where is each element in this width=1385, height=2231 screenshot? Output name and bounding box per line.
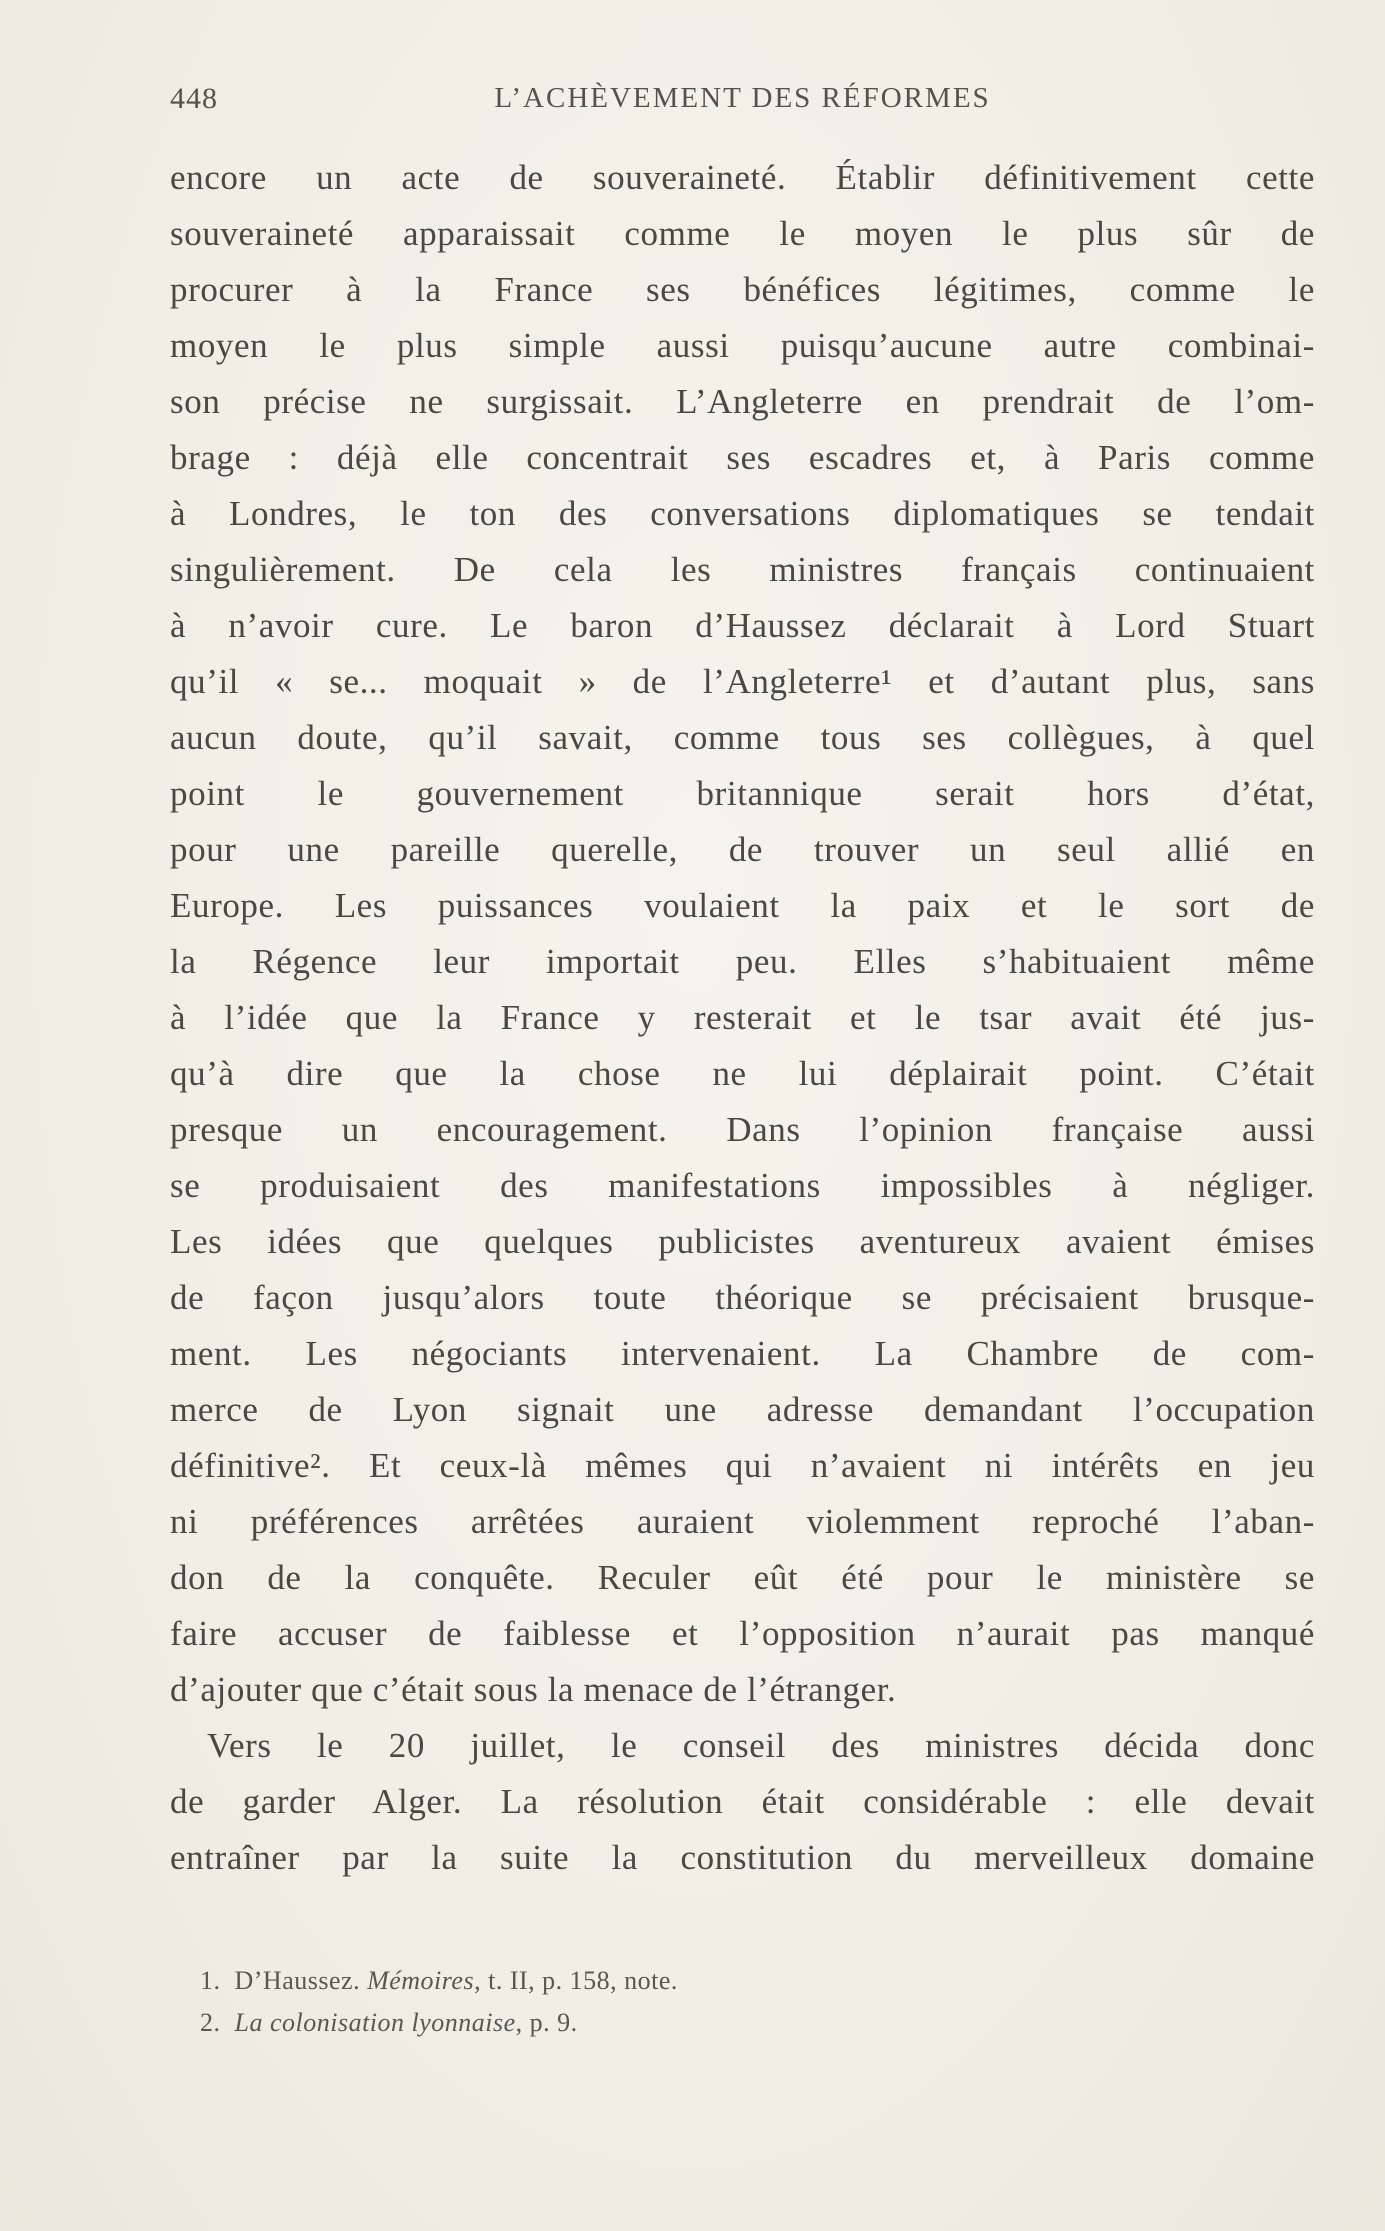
text-line: don de la conquête. Reculer eût été pour le ministère se [170, 1558, 1315, 1597]
text-line: qu’il « se... moquait » de l’Angleterre¹ et d’autant plus, sans [170, 662, 1315, 701]
text-line: se produisaient des manifestations impossibles à négliger. [170, 1166, 1315, 1205]
running-title: L’ACHÈVEMENT DES RÉFORMES [494, 82, 991, 114]
footnote-reference: , p. 9. [515, 2008, 578, 2037]
text-line: brage : déjà elle concentrait ses escadres et, à Paris comme [170, 438, 1315, 477]
text-line: Les idées que quelques publicistes aventureux avaient émises [170, 1222, 1315, 1261]
text-line: qu’à dire que la chose ne lui déplairait point. C’était [170, 1054, 1315, 1093]
text-line: souveraineté apparaissait comme le moyen le plus sûr de [170, 214, 1315, 253]
text-line: de façon jusqu’alors toute théorique se précisaient brusque- [170, 1278, 1315, 1317]
footnote-title: La colonisation lyonnaise [234, 2008, 516, 2037]
footnote-2 [200, 2002, 1300, 2044]
page-header [170, 82, 1315, 122]
text-line: à n’avoir cure. Le baron d’Haussez déclarait à Lord Stuart [170, 606, 1315, 645]
text-line: faire accuser de faiblesse et l’opposition n’aurait pas manqué [170, 1614, 1315, 1653]
text-line: presque un encouragement. Dans l’opinion française aussi [170, 1110, 1315, 1149]
text-line: entraîner par la suite la constitution du merveilleux domaine [170, 1838, 1315, 1877]
text-line: ni préférences arrêtées auraient violemment reproché l’aban- [170, 1502, 1315, 1541]
text-line: procurer à la France ses bénéfices légitimes, comme le [170, 270, 1315, 309]
text-line: aucun doute, qu’il savait, comme tous ses collègues, à quel [170, 718, 1315, 757]
text-line: encore un acte de souveraineté. Établir définitivement cette [170, 158, 1315, 197]
body-text [170, 150, 1315, 1886]
footnote-1 [200, 1960, 1300, 2002]
text-line: à Londres, le ton des conversations diplomatiques se tendait [170, 494, 1315, 533]
footnote-number: 1. [200, 1966, 221, 1995]
text-line: Vers le 20 juillet, le conseil des ministres décida donc [207, 1726, 1315, 1765]
footnote-author: D’Haussez. [234, 1966, 361, 1995]
text-line: pour une pareille querelle, de trouver un seul allié en [170, 830, 1315, 869]
text-line: d’ajouter que c’était sous la menace de l’étranger. [170, 1670, 897, 1709]
text-line: ment. Les négociants intervenaient. La Chambre de com- [170, 1334, 1315, 1373]
text-line: à l’idée que la France y resterait et le tsar avait été jus- [170, 998, 1315, 1037]
text-line: Europe. Les puissances voulaient la paix et le sort de [170, 886, 1315, 925]
text-line: son précise ne surgissait. L’Angleterre en prendrait de l’om- [170, 382, 1315, 421]
text-line: la Régence leur importait peu. Elles s’habituaient même [170, 942, 1315, 981]
footnote-reference: , t. II, p. 158, note. [474, 1966, 678, 1995]
text-line: de garder Alger. La résolution était considérable : elle devait [170, 1782, 1315, 1821]
text-line: singulièrement. De cela les ministres français continuaient [170, 550, 1315, 589]
text-line: point le gouvernement britannique serait hors d’état, [170, 774, 1315, 813]
text-line: merce de Lyon signait une adresse demandant l’occupation [170, 1390, 1315, 1429]
text-line: moyen le plus simple aussi puisqu’aucune autre combinai- [170, 326, 1315, 365]
page-number: 448 [170, 82, 218, 115]
footnote-number: 2. [200, 2008, 221, 2037]
text-line: définitive². Et ceux-là mêmes qui n’avaient ni intérêts en jeu [170, 1446, 1315, 1485]
footnote-title: Mémoires [367, 1966, 475, 1995]
footnotes [200, 1960, 1300, 2044]
